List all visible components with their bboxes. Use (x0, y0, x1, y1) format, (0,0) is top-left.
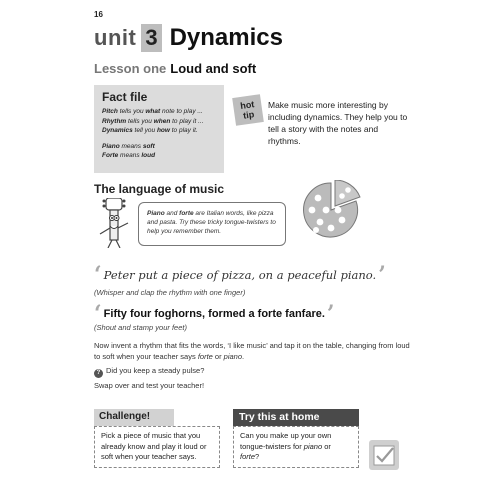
instruction-paragraph: Now invent a rhythm that fits the words, ‘I like music’ and tap it on the table, changing from loud to soft when your teacher says forte or piano. (94, 341, 410, 361)
question-icon: ? (94, 369, 103, 378)
unit-header (94, 23, 283, 53)
close-quote-mark: ’ (326, 301, 335, 327)
guitar-character-icon (92, 198, 138, 248)
twister-1-hint: (Whisper and clap the rhythm with one finger) (94, 288, 246, 297)
try-at-home-box: Can you make up your own tongue-twisters for piano or forte? (233, 426, 359, 468)
fact-line-pitch: Pitch tells you what note to play ... (102, 108, 203, 115)
open-quote-mark: ‘ (94, 262, 102, 288)
twister-1-text: Peter put a piece of pizza, on a peaceful piano. (103, 268, 377, 282)
page-number: 16 (94, 10, 103, 19)
twister-2-text: Fifty four foghorns, formed a forte fanfare. (103, 308, 325, 320)
checkmark-icon (368, 439, 400, 471)
close-quote-mark: ’ (378, 262, 386, 288)
fact-file-title: Fact file (102, 90, 148, 104)
tongue-twister-2 (94, 303, 335, 325)
lesson-lead: Lesson one (94, 61, 167, 76)
swap-instruction: Swap over and test your teacher! (94, 381, 205, 390)
unit-number: 3 (141, 24, 161, 52)
section-title-language: The language of music (94, 182, 225, 196)
fact-def-forte: Forte means loud (102, 152, 156, 159)
unit-title: Dynamics (169, 24, 283, 51)
twister-2-hint: (Shout and stamp your feet) (94, 323, 187, 332)
fact-def-piano: Piano means soft (102, 142, 155, 150)
hot-tip-text: Make music more interesting by including dynamics. They help you to tell a story with the notes and rhythms. (268, 100, 408, 146)
fact-file-box (94, 85, 224, 173)
speech-bubble: Piano and forte are Italian words, like pizza and pasta. Try these tricky tongue-twisters to help you remember them. (138, 202, 286, 246)
unit-word: unit (94, 25, 137, 50)
fact-line-rhythm: Rhythm tells you when to play it ... (102, 117, 204, 125)
pulse-question: ? Did you keep a steady pulse? (94, 365, 414, 378)
try-at-home-label: Try this at home (233, 409, 359, 426)
challenge-box: Pick a piece of music that you already know and play it loud or soft when your teacher says. (94, 426, 220, 468)
hot-tip-badge: hot tip (232, 94, 264, 126)
open-quote-mark: ‘ (94, 301, 102, 327)
tongue-twister-1 (94, 264, 386, 286)
challenge-label: Challenge! (94, 409, 174, 426)
fact-line-dynamics: Dynamics tell you how to play it. (102, 127, 198, 134)
lesson-title (94, 61, 256, 76)
pizza-icon (298, 180, 364, 240)
lesson-name: Loud and soft (170, 61, 257, 76)
